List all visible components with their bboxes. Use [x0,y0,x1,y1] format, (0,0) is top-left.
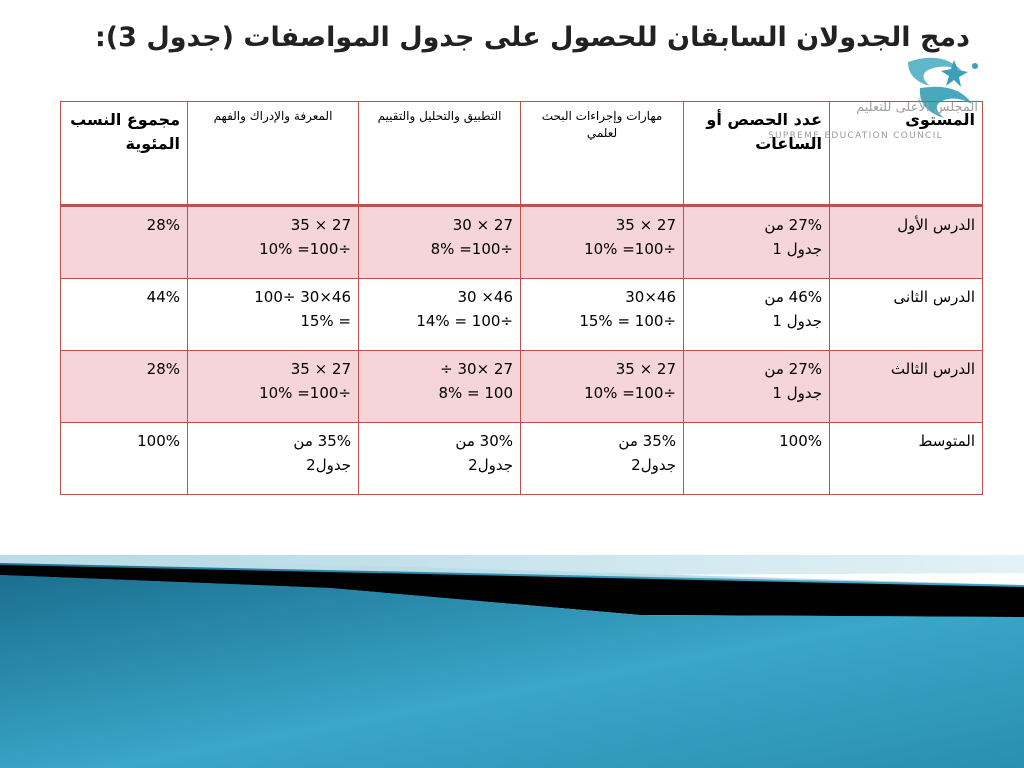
table-row [61,351,983,423]
sessions-cell: 46% من جدول 1 [684,279,830,351]
sessions-cell: 27% من جدول 1 [684,206,830,279]
sessions-cell: 100% [684,423,830,495]
research-cell: 27 × 35 ÷100= 10% [521,351,684,423]
logo-arabic-text: المجلس الأعلى للتعليم [856,100,978,115]
header-application: التطبيق والتحليل والتقييم [359,102,521,206]
lesson-cell: الدرس الثانى [830,279,983,351]
research-cell: 46×30 ÷100 = 15% [521,279,684,351]
total-cell: 44% [61,279,188,351]
research-cell: 35% من جدول2 [521,423,684,495]
knowledge-cell: 27 × 35 ÷100= 10% [188,206,359,279]
lesson-cell: المتوسط [830,423,983,495]
total-cell: 28% [61,206,188,279]
slide-title: دمج الجدولان السابقان للحصول على جدول المواصفات (جدول 3): [94,22,970,53]
knowledge-cell: 27 × 35 ÷100= 10% [188,351,359,423]
table-row [61,423,983,495]
table-header-row [61,102,983,206]
research-cell: 27 × 35 ÷100= 10% [521,206,684,279]
application-cell: 27 ×30 ÷ 100 = 8% [359,351,521,423]
header-total: مجموع النسب المئوية [61,102,188,206]
logo-english-text: SUPREME EDUCATION COUNCIL [768,131,943,141]
knowledge-cell: 46×30 ÷100 = 15% [188,279,359,351]
specification-table [60,101,983,495]
header-level: المستوى [830,102,983,206]
knowledge-cell: 35% من جدول2 [188,423,359,495]
application-cell: 27 × 30 ÷100= 8% [359,206,521,279]
lesson-cell: الدرس الأول [830,206,983,279]
sessions-cell: 27% من جدول 1 [684,351,830,423]
header-knowledge: المعرفة والإدراك والفهم [188,102,359,206]
decorative-band [0,555,1024,768]
table-row [61,279,983,351]
application-cell: 46× 30 ÷100 = 14% [359,279,521,351]
total-cell: 100% [61,423,188,495]
total-cell: 28% [61,351,188,423]
table-row [61,206,983,279]
header-sessions: عدد الحصص أو الساعات [684,102,830,206]
lesson-cell: الدرس الثالث [830,351,983,423]
header-research: مهارات وإجراءات البحث لعلمي [521,102,684,206]
application-cell: 30% من جدول2 [359,423,521,495]
